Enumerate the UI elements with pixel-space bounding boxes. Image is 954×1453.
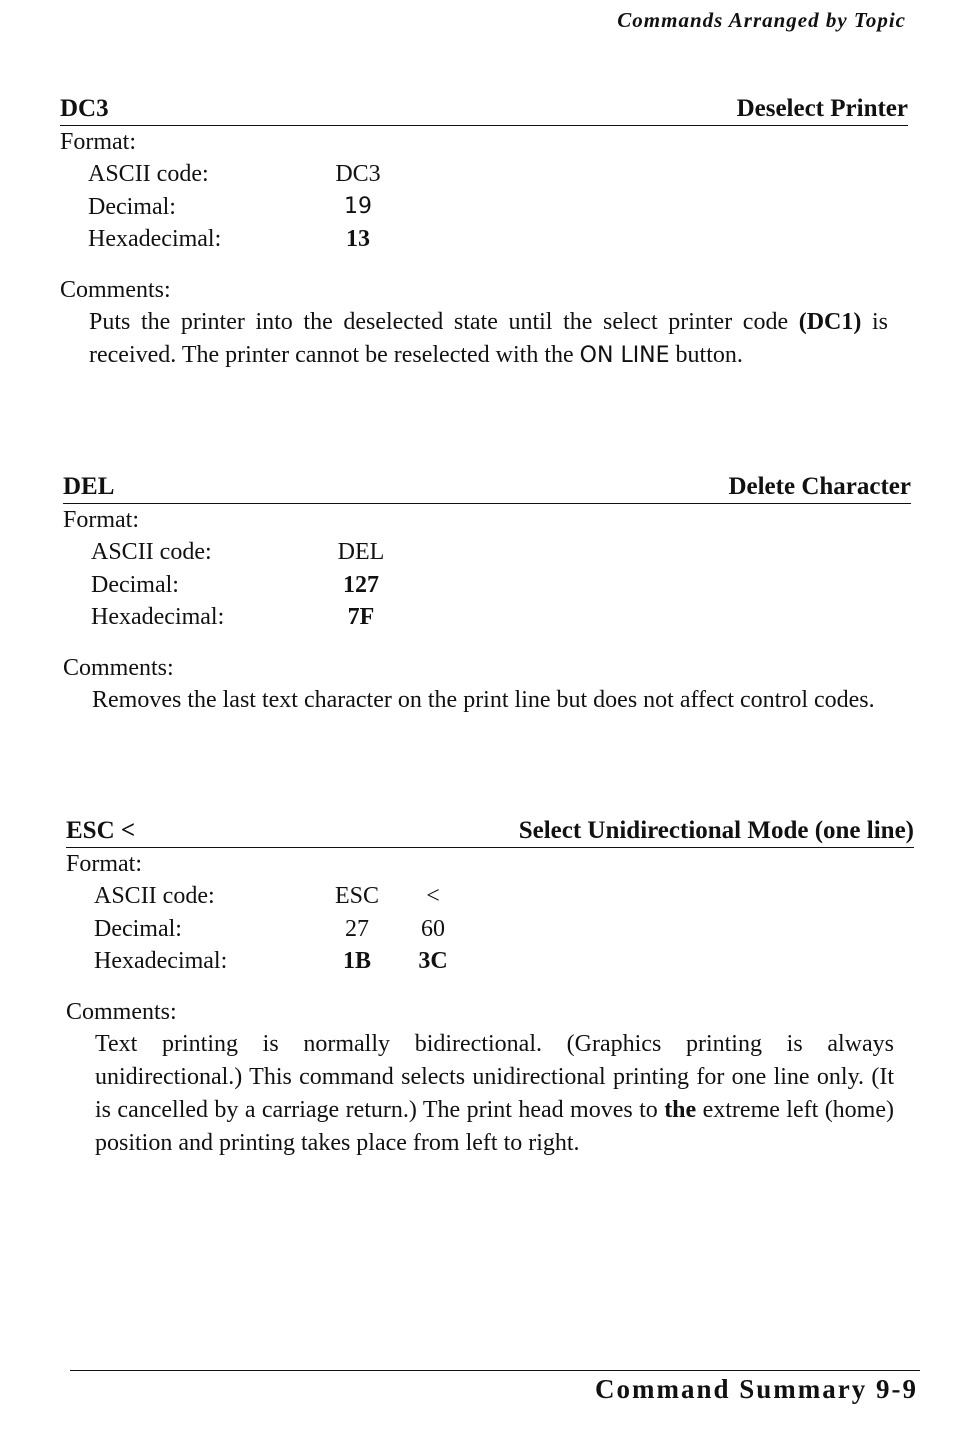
hex-label: Hexadecimal: [91, 604, 225, 630]
command-code: DC3 [60, 95, 109, 122]
comment-text [66, 1028, 914, 1160]
command-title: Deselect Printer [736, 95, 908, 122]
comment-part: Text printing is normally bidirectional. (Graphics printing is always unidirectional.) This command selects unidirectional printing for one line only. (It is cancelled by a carriage return.) The print head moves to [95, 1030, 894, 1123]
comments-label: Comments: [66, 998, 177, 1025]
comments-label: Comments: [63, 654, 174, 681]
decimal-label: Decimal: [88, 193, 176, 220]
decimal-value: 60 [421, 915, 445, 942]
hex-row [60, 223, 908, 256]
comment-text [60, 306, 908, 372]
section-header [66, 816, 914, 848]
comments-label: Comments: [60, 276, 171, 303]
command-code: DEL [63, 473, 115, 500]
hex-row [66, 945, 914, 978]
ascii-value: < [426, 883, 440, 909]
hex-label: Hexadecimal: [88, 226, 222, 252]
hex-value: 3C [418, 948, 448, 974]
format-label: Format: [66, 851, 142, 877]
comment-part: extreme left (home) position and printing takes place from left to right. [95, 1096, 894, 1156]
hex-value: 13 [346, 226, 370, 252]
ascii-label: ASCII code: [88, 161, 209, 187]
decimal-value: 27 [345, 915, 369, 942]
comment-part: button. [669, 341, 743, 368]
section-esc-less-than [66, 816, 914, 1160]
section-dc3 [60, 94, 908, 372]
hex-value: 7F [347, 604, 375, 630]
comment-emphasis: the [664, 1096, 697, 1123]
decimal-row [60, 191, 908, 224]
ascii-value: DEL [337, 539, 385, 565]
ascii-row [66, 880, 914, 913]
hex-value: 1B [342, 948, 371, 974]
page-footer: Command Summary 9-9 [594, 1374, 918, 1404]
ascii-row [60, 158, 908, 191]
hex-row [63, 601, 911, 634]
decimal-value: 19 [344, 193, 372, 219]
ascii-value: DC3 [335, 161, 381, 187]
ascii-label: ASCII code: [91, 539, 212, 565]
decimal-value: 127 [343, 571, 379, 598]
running-head: Commands Arranged by Topic [617, 8, 906, 32]
section-del [63, 472, 911, 717]
format-label: Format: [63, 507, 139, 533]
ascii-row [63, 536, 911, 569]
comment-text: Removes the last text character on the print line but does not affect control codes. [92, 686, 875, 713]
decimal-row [66, 913, 914, 946]
hex-label: Hexadecimal: [94, 948, 228, 974]
comment-part: is received. The printer cannot be reselected with the [89, 308, 888, 368]
ascii-label: ASCII code: [94, 883, 215, 909]
decimal-label: Decimal: [94, 915, 182, 942]
decimal-row [63, 569, 911, 602]
command-code: ESC < [66, 817, 136, 844]
command-title: Select Unidirectional Mode (one line) [518, 817, 914, 844]
comment-part: Puts the printer into the deselected state until the select printer code [89, 308, 799, 335]
ascii-value: ESC [334, 883, 379, 909]
comment-button-name: ON LINE [579, 342, 670, 368]
command-title: Delete Character [728, 473, 911, 500]
format-label: Format: [60, 129, 136, 155]
section-header [63, 472, 911, 504]
footer-rule [70, 1370, 920, 1371]
section-header [60, 94, 908, 126]
comment-code: (DC1) [798, 308, 862, 335]
decimal-label: Decimal: [91, 571, 179, 598]
